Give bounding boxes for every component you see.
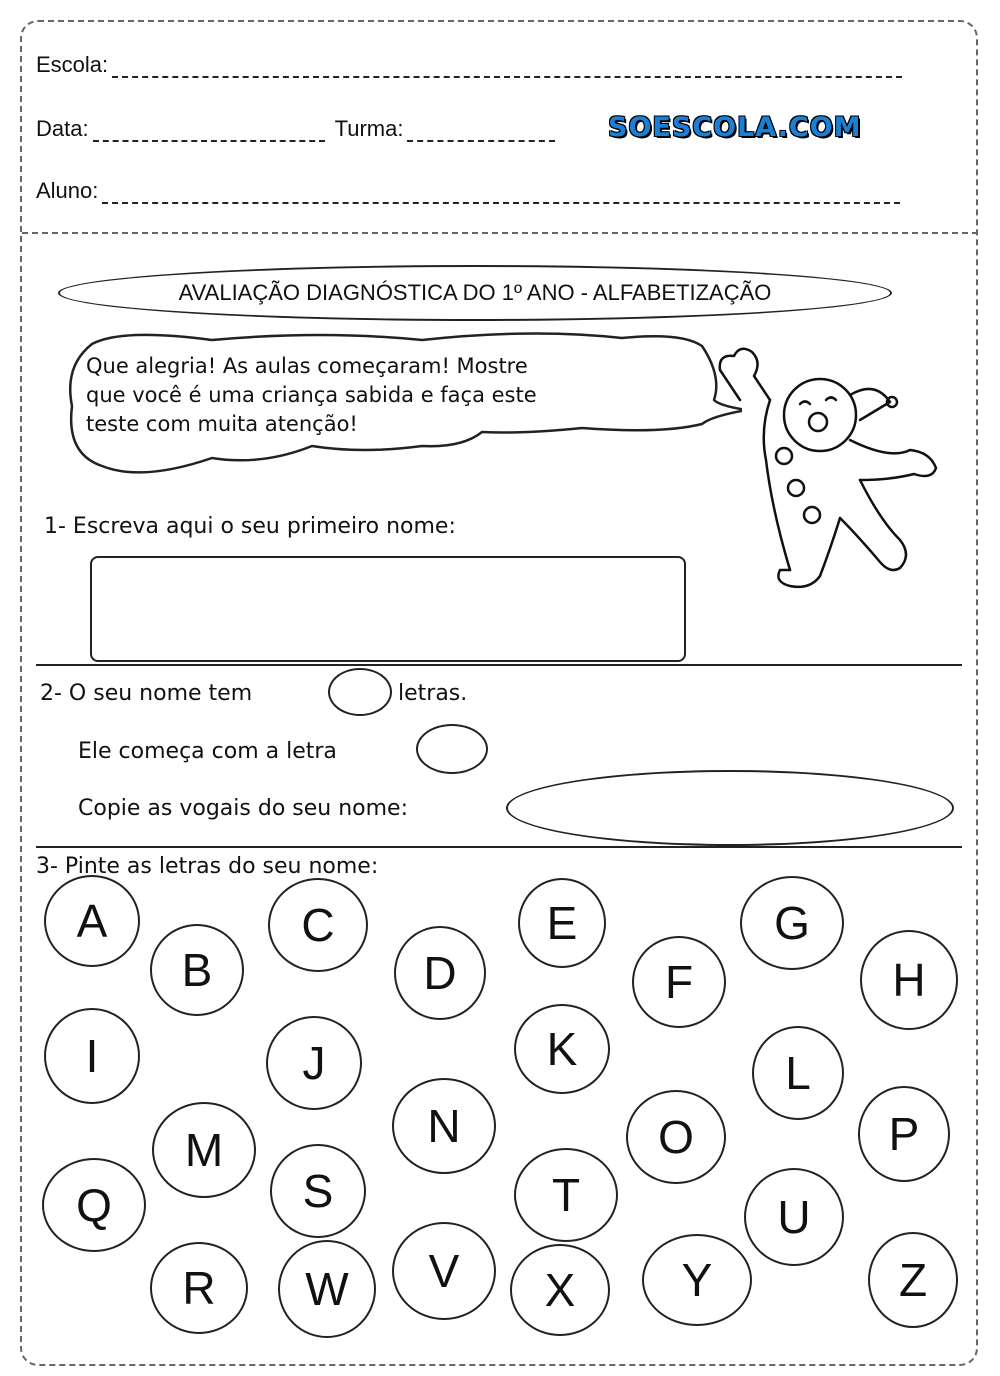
letter-y[interactable]: Y [642, 1234, 752, 1326]
student-field[interactable] [102, 184, 900, 204]
question-2-part-b: letras. [398, 681, 468, 706]
letter-f[interactable]: F [632, 936, 726, 1028]
question-2-part-c: Ele começa com a letra [78, 739, 337, 764]
letter-a[interactable]: A [44, 875, 140, 967]
date-row [36, 116, 555, 142]
section-divider-1 [36, 664, 962, 666]
letter-n[interactable]: N [392, 1078, 496, 1174]
date-field[interactable] [93, 122, 325, 142]
letter-u[interactable]: U [744, 1168, 844, 1266]
letter-c[interactable]: C [268, 878, 368, 972]
letter-q[interactable]: Q [42, 1158, 146, 1252]
letter-k[interactable]: K [514, 1004, 610, 1094]
letter-h[interactable]: H [860, 930, 958, 1030]
letter-x[interactable]: X [510, 1244, 610, 1336]
letter-w[interactable]: W [278, 1240, 376, 1338]
bubble-line-3: teste com muita atenção! [86, 412, 358, 436]
school-row [36, 52, 902, 78]
letter-d[interactable]: D [394, 926, 486, 1020]
letter-v[interactable]: V [392, 1222, 496, 1320]
page-title: AVALIAÇÃO DIAGNÓSTICA DO 1º ANO - ALFABETIZAÇÃO [178, 280, 772, 305]
class-field[interactable] [407, 122, 555, 142]
vowels-oval[interactable] [506, 770, 954, 846]
letter-count-circle[interactable] [328, 668, 392, 716]
school-label: Escola: [36, 52, 109, 77]
letter-b[interactable]: B [150, 924, 244, 1016]
first-letter-circle[interactable] [416, 724, 488, 774]
title-banner [58, 265, 892, 321]
question-2-part-d: Copie as vogais do seu nome: [78, 796, 408, 821]
letter-o[interactable]: O [626, 1090, 726, 1184]
bubble-line-1: Que alegria! As aulas começaram! Mostre [86, 354, 528, 378]
section-divider-2 [36, 846, 962, 848]
first-name-box[interactable] [90, 556, 686, 662]
letter-g[interactable]: G [740, 876, 844, 970]
school-field[interactable] [112, 58, 902, 78]
letter-l[interactable]: L [752, 1026, 844, 1120]
letter-z[interactable]: Z [868, 1232, 958, 1328]
letter-s[interactable]: S [270, 1144, 366, 1238]
date-label: Data: [36, 116, 89, 141]
header-divider [22, 232, 978, 234]
letter-m[interactable]: M [152, 1102, 256, 1198]
letter-r[interactable]: R [150, 1242, 248, 1334]
letter-t[interactable]: T [514, 1148, 618, 1242]
class-label: Turma: [334, 116, 404, 141]
student-row [36, 178, 900, 204]
letter-p[interactable]: P [858, 1086, 950, 1182]
bubble-line-2: que você é uma criança sabida e faça este [86, 383, 537, 407]
speech-bubble-text [86, 352, 696, 439]
question-3: 3- Pinte as letras do seu nome: [36, 854, 379, 879]
letter-e[interactable]: E [518, 878, 606, 968]
site-logo: SOESCOLA.COM [608, 112, 862, 143]
question-2-part-a: 2- O seu nome tem [40, 681, 253, 706]
letter-i[interactable]: I [44, 1008, 140, 1104]
question-1: 1- Escreva aqui o seu primeiro nome: [44, 514, 456, 539]
student-label: Aluno: [36, 178, 99, 203]
letter-j[interactable]: J [266, 1016, 362, 1110]
